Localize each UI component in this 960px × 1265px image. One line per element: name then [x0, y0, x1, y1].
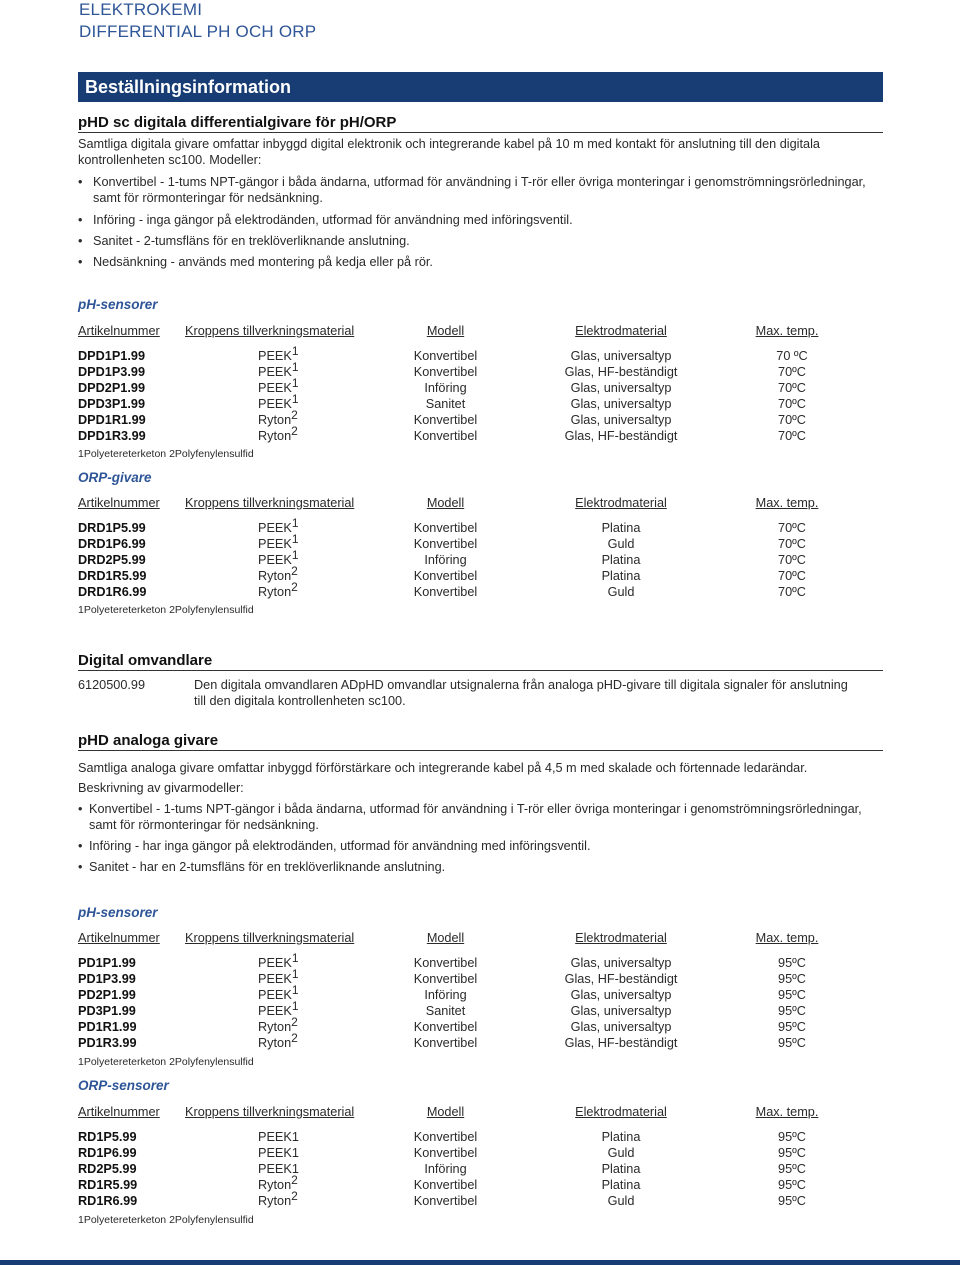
table-row [78, 1145, 838, 1161]
ph-digital-footnote: 1Polyetereterketon 2Polyfenylensulfid [78, 448, 254, 460]
max-temp-cell: 70ºC [778, 585, 806, 600]
table-row [78, 1129, 838, 1145]
ph-analog-footnote: 1Polyetereterketon 2Polyfenylensulfid [78, 1056, 254, 1068]
table-header-row [78, 494, 838, 512]
footer-bar [0, 1260, 960, 1265]
article-number-cell: DPD1R1.99 [78, 413, 146, 428]
article-number-cell: RD1R5.99 [78, 1178, 138, 1193]
max-temp-cell: 95ºC [778, 1178, 806, 1193]
table-row [78, 380, 838, 396]
electrode-material-cell: Platina [601, 521, 641, 535]
footnote-marker: 1 [291, 516, 299, 530]
electrode-material-cell: Platina [601, 569, 641, 584]
max-temp-cell: 95ºC [778, 1036, 806, 1051]
ph-digital-table [78, 322, 838, 445]
footnote-marker: 2 [291, 408, 298, 423]
body-material-cell: PEEK1 [258, 1162, 299, 1177]
model-cell: Konvertibel [413, 521, 478, 535]
model-cell: Konvertibel [413, 413, 478, 428]
banner-title: Beställningsinformation [85, 77, 292, 97]
model-cell: Konvertibel [413, 972, 478, 987]
article-number-cell: DPD3P1.99 [78, 397, 145, 412]
article-number-cell: DPD2P1.99 [78, 381, 145, 396]
column-header: Modell [426, 324, 465, 338]
table-row [78, 1003, 838, 1019]
table-header-row [78, 1103, 838, 1121]
body-material-cell: PEEK$^1$ [258, 548, 299, 568]
column-header: Elektrodmaterial [575, 1105, 667, 1119]
list-item: • Införing - har inga gängor på elektrodänden, utformad för användning med införingsventil. [78, 838, 883, 854]
electrode-material-cell: Glas, universaltyp [570, 988, 672, 1003]
model-cell: Sanitet [425, 1004, 466, 1019]
digital-converter-text: Den digitala omvandlaren ADpHD omvandlar utsignalerna från analoga pHD-givare till digitala signaler för anslutning till den digitala kontrollenheten sc100. [194, 678, 848, 709]
orp-analog-footnote: 1Polyetereterketon 2Polyfenylensulfid [78, 1214, 254, 1226]
header-subtitle: DIFFERENTIAL PH OCH ORP [79, 22, 317, 41]
article-number-cell: PD1R1.99 [78, 1020, 137, 1035]
column-header: Kroppens tillverkningsmaterial [185, 931, 355, 945]
model-cell: Konvertibel [413, 1194, 478, 1209]
column-header: Modell [426, 496, 465, 510]
article-number-cell: PD1R3.99 [78, 1036, 137, 1051]
model-cell: Sanitet [425, 397, 466, 412]
model-cell: Konvertibel [413, 1036, 478, 1051]
body-material-cell: PEEK$^1$ [258, 392, 299, 412]
article-number-cell: DRD1P6.99 [78, 537, 146, 552]
electrode-material-cell: Glas, HF-beständigt [564, 972, 678, 987]
column-header: Artikelnummer [78, 496, 160, 510]
table-row [78, 364, 838, 380]
list-item: • Konvertibel - 1-tums NPT-gängor i båda ändarna, utformad för användning i T-rör eller övriga monteringar i genomströmningsrörledningar, samt för rörmonteringar för nedsänkning. [78, 174, 883, 207]
body-material-cell: Ryton$^2$ [258, 1031, 298, 1051]
body-material-cell: PEEK$^1$ [258, 999, 299, 1019]
body-material-cell: Ryton$^2$ [258, 408, 298, 428]
table-row [78, 1019, 838, 1035]
table-row [78, 536, 838, 552]
table-row [78, 987, 838, 1003]
electrode-material-cell: Glas, HF-beständigt [564, 365, 678, 380]
article-number-cell: DPD1R3.99 [78, 429, 146, 444]
table-row [78, 584, 838, 600]
body-material-cell: PEEK$^1$ [258, 983, 299, 1003]
column-header: Modell [426, 931, 465, 945]
footnote-marker: 2 [291, 424, 298, 439]
section2-divider [78, 750, 883, 751]
max-temp-cell: 70ºC [778, 381, 806, 396]
electrode-material-cell: Guld [607, 1146, 635, 1161]
orp-analog-table [78, 1103, 838, 1209]
body-material-cell: Ryton$^2$ [258, 564, 298, 584]
body-material-cell: Ryton$^2$ [258, 1189, 298, 1209]
electrode-material-cell: Platina [601, 1130, 641, 1144]
table-header-row [78, 929, 838, 947]
model-cell: Konvertibel [413, 585, 478, 600]
electrode-material-cell: Glas, universaltyp [570, 413, 672, 428]
model-cell: Konvertibel [413, 349, 478, 363]
column-header: Elektrodmaterial [575, 324, 667, 338]
footnote-marker: 1 [291, 376, 299, 391]
table-row [78, 1177, 838, 1193]
body-material-cell: Ryton$^2$ [258, 1015, 298, 1035]
article-number-cell: RD1R6.99 [78, 1194, 138, 1209]
article-number-cell: PD1P3.99 [78, 972, 136, 987]
max-temp-cell: 70ºC [778, 569, 806, 584]
ph-digital-subtitle: pH-sensorer [78, 297, 158, 312]
table-row [78, 1161, 838, 1177]
orp-digital-table [78, 494, 838, 600]
section2-title: pHD analoga givare [78, 732, 219, 749]
section2-bullet-list [78, 801, 883, 880]
orp-analog-subtitle: ORP-sensorer [78, 1078, 169, 1093]
section1-bullet-list [78, 174, 883, 275]
digital-converter-divider [78, 670, 883, 671]
table-row [78, 428, 838, 444]
footnote-marker: 2 [291, 1015, 298, 1030]
article-number-cell: DRD2P5.99 [78, 553, 146, 568]
electrode-material-cell: Glas, universaltyp [570, 397, 672, 412]
footnote-marker: 2 [291, 564, 298, 579]
max-temp-cell: 95ºC [778, 1194, 806, 1209]
electrode-material-cell: Glas, universaltyp [570, 381, 672, 396]
electrode-material-cell: Guld [607, 585, 635, 600]
list-item: • Konvertibel - 1-tums NPT-gängor i båda ändarna, utformad för användning i T-rör eller övriga monteringar i genomströmningsrörledningar, samt för rörmonteringar för nedsänkning. [78, 801, 883, 834]
model-cell: Konvertibel [413, 429, 478, 444]
section1-divider [78, 132, 883, 133]
max-temp-cell: 95ºC [778, 988, 806, 1003]
digital-converter-title: Digital omvandlare [78, 652, 213, 669]
column-header: Artikelnummer [78, 931, 160, 945]
footnote-marker: 2 [291, 1031, 298, 1046]
model-cell: Införing [424, 1162, 467, 1177]
body-material-cell: PEEK$^1$ [258, 967, 299, 987]
list-item: • Införing - inga gängor på elektrodänden, utformad för användning med införingsventil. [78, 212, 883, 228]
body-material-cell: PEEK$^1$ [258, 344, 299, 363]
body-material-cell: PEEK$^1$ [258, 532, 299, 552]
list-item: • Sanitet - 2-tumsfläns för en treklöverliknande anslutning. [78, 233, 883, 249]
max-temp-cell: 70ºC [778, 521, 806, 535]
model-cell: Konvertibel [413, 1146, 478, 1161]
body-material-cell: PEEK1 [258, 1130, 299, 1144]
table-row [78, 1035, 838, 1051]
column-header: Elektrodmaterial [575, 496, 667, 510]
max-temp-cell: 70ºC [778, 429, 806, 444]
table-row [78, 348, 838, 364]
article-number-cell: DPD1P1.99 [78, 349, 145, 363]
column-header: Max. temp. [755, 496, 819, 510]
column-header: Elektrodmaterial [575, 931, 667, 945]
body-material-cell: PEEK$^1$ [258, 376, 299, 396]
article-number-cell: PD3P1.99 [78, 1004, 136, 1019]
ph-analog-subtitle: pH-sensorer [78, 905, 158, 920]
section2-intro: Samtliga analoga givare omfattar inbyggd förförstärkare och integrerande kabel på 4,5 m med skalade och förtennade ledarändar. [78, 761, 808, 775]
electrode-material-cell: Guld [607, 537, 635, 552]
table-row [78, 568, 838, 584]
body-material-cell: PEEK$^1$ [258, 516, 299, 535]
electrode-material-cell: Glas, HF-beständigt [564, 429, 678, 444]
electrode-material-cell: Platina [601, 553, 641, 568]
article-number-cell: PD2P1.99 [78, 988, 136, 1003]
column-header: Kroppens tillverkningsmaterial [185, 324, 355, 338]
footnote-marker: 1 [291, 532, 299, 547]
model-cell: Konvertibel [413, 537, 478, 552]
body-material-cell: Ryton$^2$ [258, 580, 298, 600]
article-number-cell: RD2P5.99 [78, 1162, 137, 1177]
digital-converter-code: 6120500.99 [78, 678, 146, 692]
model-cell: Konvertibel [413, 1178, 478, 1193]
max-temp-cell: 95ºC [778, 1162, 806, 1177]
column-header: Max. temp. [755, 324, 819, 338]
max-temp-cell: 70ºC [778, 397, 806, 412]
footnote-marker: 1 [291, 548, 299, 563]
model-cell: Införing [424, 988, 467, 1003]
footnote-marker: 1 [291, 967, 299, 982]
footnote-marker: 1 [291, 951, 299, 965]
section2-models-label: Beskrivning av givarmodeller: [78, 781, 244, 795]
footnote-marker: 1 [291, 392, 299, 407]
model-cell: Konvertibel [413, 1020, 478, 1035]
electrode-material-cell: Platina [601, 1178, 641, 1193]
footnote-marker: 2 [291, 580, 298, 595]
column-header: Artikelnummer [78, 324, 160, 338]
max-temp-cell: 70ºC [778, 537, 806, 552]
table-row [78, 1193, 838, 1209]
electrode-material-cell: Glas, universaltyp [570, 349, 672, 363]
footnote-marker: 2 [291, 1189, 298, 1204]
footnote-marker: 1 [291, 360, 299, 375]
column-header: Artikelnummer [78, 1105, 160, 1119]
orp-digital-subtitle: ORP-givare [78, 470, 152, 485]
table-row [78, 396, 838, 412]
model-cell: Införing [424, 553, 467, 568]
section1-intro: Samtliga digitala givare omfattar inbyggd digital elektronik och integrerande kabel på 10 m med kontakt för anslutning till den digitala kontrollenheten sc100. Modeller: [78, 137, 820, 168]
max-temp-cell: 70ºC [778, 553, 806, 568]
column-header: Kroppens tillverkningsmaterial [185, 496, 355, 510]
article-number-cell: DRD1P5.99 [78, 521, 146, 535]
max-temp-cell: 95ºC [778, 956, 806, 970]
model-cell: Konvertibel [413, 956, 478, 970]
article-number-cell: DRD1R5.99 [78, 569, 147, 584]
max-temp-cell: 95ºC [778, 1146, 806, 1161]
column-header: Modell [426, 1105, 465, 1119]
max-temp-cell: 70ºC [778, 365, 806, 380]
max-temp-cell: 95ºC [778, 1020, 806, 1035]
electrode-material-cell: Platina [601, 1162, 641, 1177]
electrode-material-cell: Glas, universaltyp [570, 956, 672, 970]
max-temp-cell: 95ºC [778, 972, 806, 987]
article-number-cell: PD1P1.99 [78, 956, 136, 970]
max-temp-cell: 70 ºC [776, 349, 808, 363]
electrode-material-cell: Glas, universaltyp [570, 1020, 672, 1035]
model-cell: Införing [424, 381, 467, 396]
table-row [78, 412, 838, 428]
list-item: • Sanitet - har en 2-tumsfläns för en treklöverliknande anslutning. [78, 859, 883, 875]
section-banner [78, 72, 883, 102]
table-row [78, 552, 838, 568]
table-header-row [78, 322, 838, 340]
body-material-cell: PEEK$^1$ [258, 360, 299, 380]
electrode-material-cell: Guld [607, 1194, 635, 1209]
footnote-marker: 1 [291, 344, 299, 358]
article-number-cell: RD1P5.99 [78, 1130, 137, 1144]
footnote-marker: 1 [291, 983, 299, 998]
model-cell: Konvertibel [413, 365, 478, 380]
header-category: ELEKTROKEMI [79, 0, 203, 19]
max-temp-cell: 70ºC [778, 413, 806, 428]
section1-title: pHD sc digitala differentialgivare för pH/ORP [78, 114, 397, 131]
article-number-cell: RD1P6.99 [78, 1146, 137, 1161]
column-header: Max. temp. [755, 931, 819, 945]
model-cell: Konvertibel [413, 1130, 478, 1144]
footnote-marker: 2 [291, 1173, 298, 1188]
column-header: Kroppens tillverkningsmaterial [185, 1105, 355, 1119]
footnote-marker: 1 [291, 999, 299, 1014]
list-item: • Nedsänkning - används med montering på kedja eller på rör. [78, 254, 883, 270]
electrode-material-cell: Glas, HF-beständigt [564, 1036, 678, 1051]
column-header: Max. temp. [755, 1105, 819, 1119]
max-temp-cell: 95ºC [778, 1130, 806, 1144]
table-row [78, 520, 838, 536]
article-number-cell: DRD1R6.99 [78, 585, 147, 600]
article-number-cell: DPD1P3.99 [78, 365, 145, 380]
table-row [78, 971, 838, 987]
ph-analog-table [78, 929, 838, 1052]
body-material-cell: Ryton$^2$ [258, 424, 298, 444]
body-material-cell: PEEK1 [258, 1146, 299, 1161]
body-material-cell: PEEK$^1$ [258, 951, 299, 970]
orp-digital-footnote: 1Polyetereterketon 2Polyfenylensulfid [78, 604, 254, 616]
table-row [78, 955, 838, 971]
body-material-cell: Ryton$^2$ [258, 1173, 298, 1193]
model-cell: Konvertibel [413, 569, 478, 584]
electrode-material-cell: Glas, universaltyp [570, 1004, 672, 1019]
max-temp-cell: 95ºC [778, 1004, 806, 1019]
